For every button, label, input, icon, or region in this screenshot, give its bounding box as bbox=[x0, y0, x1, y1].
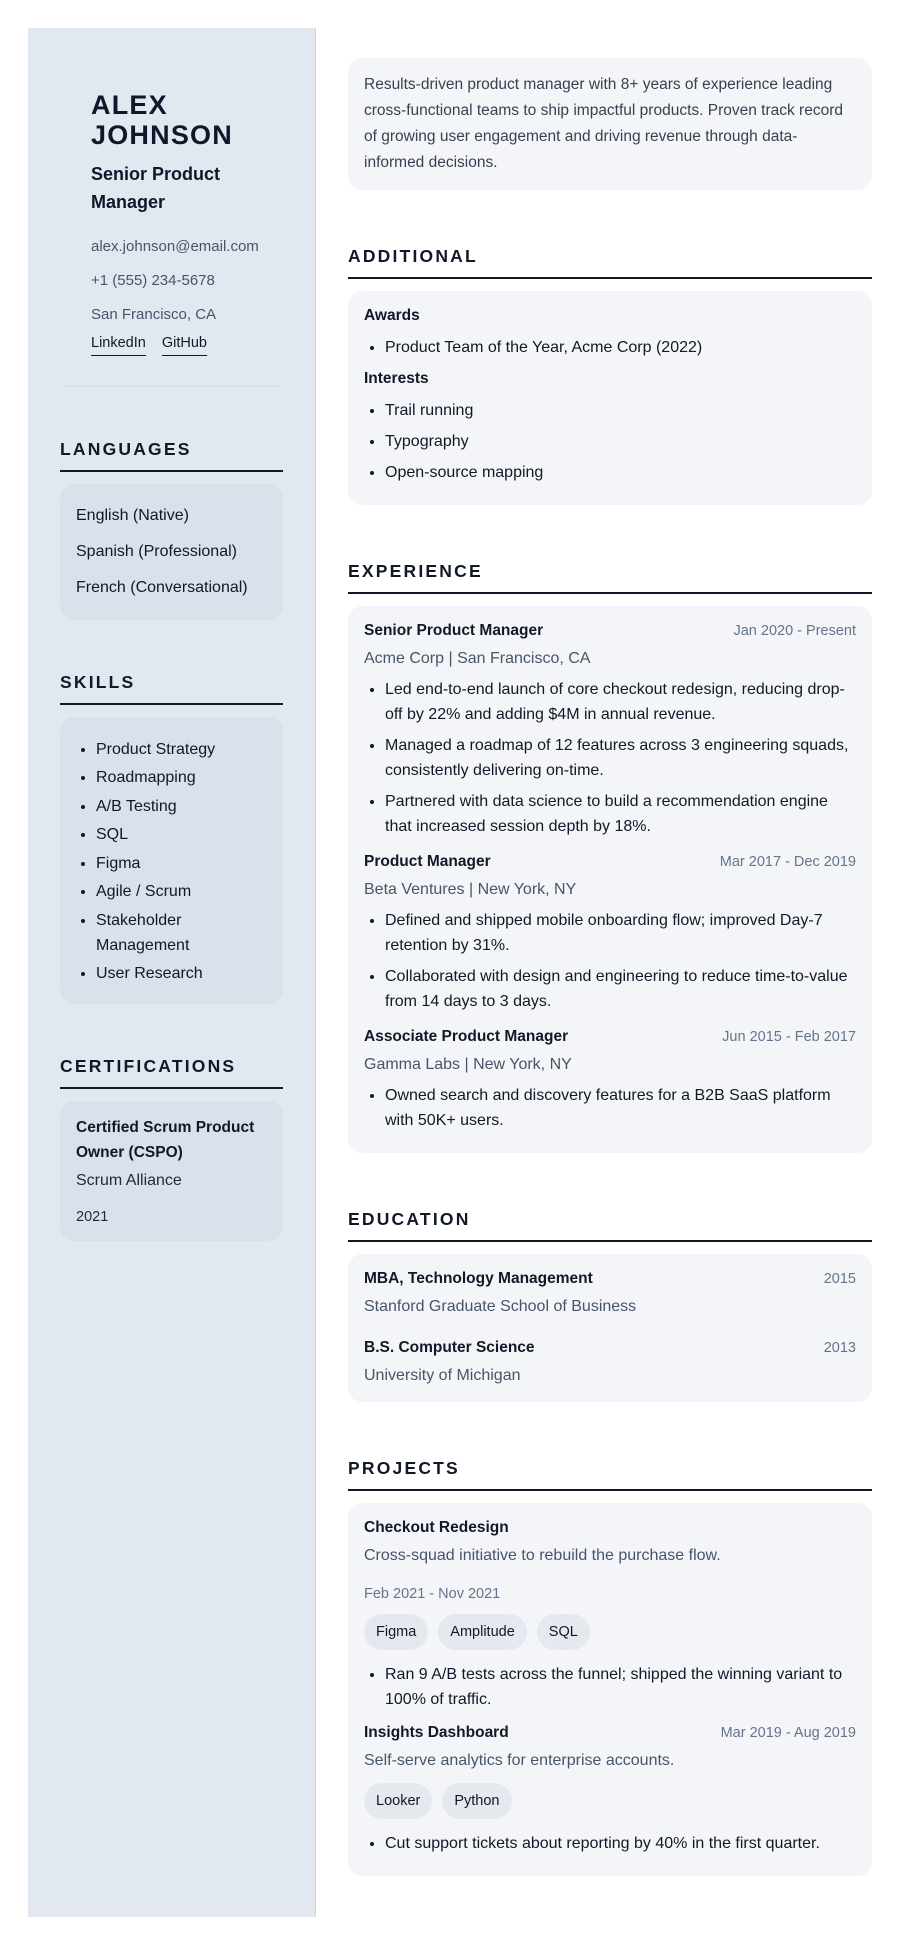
tag-chip: Amplitude bbox=[438, 1614, 526, 1650]
skill-item: • SQL bbox=[96, 822, 267, 847]
skill-item: • User Research bbox=[96, 961, 267, 986]
school-name: Stanford Graduate School of Business bbox=[364, 1298, 637, 1315]
interest-item: • Open-source mapping bbox=[385, 460, 856, 485]
additional-heading: ADDITIONAL bbox=[348, 246, 872, 279]
degree-year: 2013 bbox=[823, 1340, 856, 1356]
language-item: English (Native) bbox=[76, 507, 189, 524]
job-company: Acme Corp | San Francisco, CA bbox=[364, 650, 591, 667]
education-entry bbox=[364, 1268, 856, 1319]
project-bullets bbox=[364, 1831, 856, 1856]
degree-title: MBA, Technology Management bbox=[364, 1270, 593, 1287]
awards-label: Awards bbox=[364, 307, 420, 324]
job-bullets bbox=[364, 908, 856, 1014]
languages-card bbox=[60, 484, 283, 620]
project-entry bbox=[364, 1517, 856, 1712]
languages-heading: LANGUAGES bbox=[60, 439, 283, 472]
certification-year: 2021 bbox=[76, 1208, 109, 1225]
experience-section bbox=[348, 561, 872, 1153]
school-name: University of Michigan bbox=[364, 1367, 521, 1384]
linkedin-link[interactable]: LinkedIn bbox=[91, 334, 146, 356]
certification-issuer: Scrum Alliance bbox=[76, 1171, 182, 1189]
interest-item: • Trail running bbox=[385, 398, 856, 423]
contact-info bbox=[91, 230, 283, 332]
main-content bbox=[316, 28, 872, 1917]
additional-card bbox=[348, 291, 872, 505]
language-item: French (Conversational) bbox=[76, 579, 248, 596]
degree-year: 2015 bbox=[823, 1271, 856, 1287]
award-item: • Product Team of the Year, Acme Corp (2022) bbox=[385, 335, 856, 360]
additional-section bbox=[348, 246, 872, 505]
project-title: Insights Dashboard bbox=[364, 1724, 509, 1741]
github-link[interactable]: GitHub bbox=[162, 334, 207, 356]
candidate-title: Senior Product Manager bbox=[91, 164, 221, 212]
tag-chip: Figma bbox=[364, 1614, 428, 1650]
degree-title: B.S. Computer Science bbox=[364, 1339, 535, 1356]
job-dates: Jan 2020 - Present bbox=[733, 623, 856, 639]
project-title: Checkout Redesign bbox=[364, 1519, 509, 1536]
projects-heading: PROJECTS bbox=[348, 1458, 872, 1491]
project-dates: Mar 2019 - Aug 2019 bbox=[720, 1725, 856, 1741]
project-entry bbox=[364, 1722, 856, 1856]
project-tags bbox=[364, 1783, 856, 1819]
projects-section bbox=[348, 1458, 872, 1876]
project-dates: Feb 2021 - Nov 2021 bbox=[364, 1586, 501, 1602]
project-bullets bbox=[364, 1662, 856, 1712]
tag-chip: Python bbox=[442, 1783, 511, 1819]
skills-section bbox=[60, 672, 283, 1004]
skills-heading: SKILLS bbox=[60, 672, 283, 705]
certification-card bbox=[60, 1101, 283, 1241]
education-card bbox=[348, 1254, 872, 1402]
job-company: Gamma Labs | New York, NY bbox=[364, 1056, 572, 1073]
tag-chip: Looker bbox=[364, 1783, 432, 1819]
skill-item: • Figma bbox=[96, 851, 267, 876]
candidate-name: ALEX JOHNSON bbox=[91, 90, 233, 150]
job-title: Associate Product Manager bbox=[364, 1028, 569, 1045]
skills-list bbox=[76, 731, 267, 986]
contact-location: San Francisco, CA bbox=[91, 306, 217, 323]
skill-item: • A/B Testing bbox=[96, 794, 267, 819]
skill-item: • Product Strategy bbox=[96, 737, 267, 762]
profile-links bbox=[91, 334, 283, 356]
interest-item: • Typography bbox=[385, 429, 856, 454]
interests-label: Interests bbox=[364, 370, 429, 387]
contact-phone: +1 (555) 234-5678 bbox=[91, 272, 215, 289]
job-entry bbox=[364, 620, 856, 839]
project-bullet: • Ran 9 A/B tests across the funnel; shipped the winning variant to 100% of traffic. bbox=[385, 1662, 856, 1712]
certifications-section bbox=[60, 1056, 283, 1241]
language-item: Spanish (Professional) bbox=[76, 543, 237, 560]
job-dates: Mar 2017 - Dec 2019 bbox=[719, 854, 856, 870]
skills-card bbox=[60, 717, 283, 1004]
skill-item: • Roadmapping bbox=[96, 765, 267, 790]
job-bullet: • Defined and shipped mobile onboarding flow; improved Day-7 retention by 31%. bbox=[385, 908, 856, 958]
sidebar-divider bbox=[60, 386, 283, 387]
projects-card bbox=[348, 1503, 872, 1876]
job-dates: Jun 2015 - Feb 2017 bbox=[722, 1029, 856, 1045]
sidebar bbox=[28, 28, 316, 1917]
languages-section bbox=[60, 439, 283, 620]
job-bullet: • Led end-to-end launch of core checkout redesign, reducing drop-off by 22% and adding $4M in annual revenue. bbox=[385, 677, 856, 727]
skill-item: • Stakeholder Management bbox=[96, 908, 267, 958]
resume-page bbox=[28, 28, 872, 1917]
job-bullet: • Owned search and discovery features for a B2B SaaS platform with 50K+ users. bbox=[385, 1083, 856, 1133]
job-bullets bbox=[364, 1083, 856, 1133]
project-bullet: • Cut support tickets about reporting by 40% in the first quarter. bbox=[385, 1831, 856, 1856]
job-bullet: • Managed a roadmap of 12 features across 3 engineering squads, consistently delivering on-time. bbox=[385, 733, 856, 783]
skill-item: • Agile / Scrum bbox=[96, 879, 267, 904]
awards-list bbox=[364, 335, 856, 360]
project-description: Self-serve analytics for enterprise accounts. bbox=[364, 1752, 675, 1769]
job-entry bbox=[364, 1026, 856, 1133]
tag-chip: SQL bbox=[537, 1614, 590, 1650]
project-description: Cross-squad initiative to rebuild the purchase flow. bbox=[364, 1547, 721, 1564]
job-bullet: • Collaborated with design and engineering to reduce time-to-value from 14 days to 3 days. bbox=[385, 964, 856, 1014]
job-bullet: • Partnered with data science to build a recommendation engine that increased session depth by 18%. bbox=[385, 789, 856, 839]
interests-list bbox=[364, 398, 856, 485]
summary-card: Results-driven product manager with 8+ years of experience leading cross-functional teams to ship impactful products. Proven track record of growing user engagement and driving revenue through data-informed decisions. bbox=[348, 58, 872, 190]
experience-heading: EXPERIENCE bbox=[348, 561, 872, 594]
project-tags bbox=[364, 1614, 856, 1650]
certifications-heading: CERTIFICATIONS bbox=[60, 1056, 283, 1089]
contact-email: alex.johnson@email.com bbox=[91, 238, 259, 255]
education-entry bbox=[364, 1337, 856, 1388]
certification-title: Certified Scrum Product Owner (CSPO) bbox=[76, 1118, 255, 1161]
education-section bbox=[348, 1209, 872, 1402]
job-bullets bbox=[364, 677, 856, 839]
job-company: Beta Ventures | New York, NY bbox=[364, 881, 577, 898]
job-entry bbox=[364, 851, 856, 1014]
experience-card bbox=[348, 606, 872, 1153]
education-heading: EDUCATION bbox=[348, 1209, 872, 1242]
job-title: Senior Product Manager bbox=[364, 622, 544, 639]
job-title: Product Manager bbox=[364, 853, 491, 870]
